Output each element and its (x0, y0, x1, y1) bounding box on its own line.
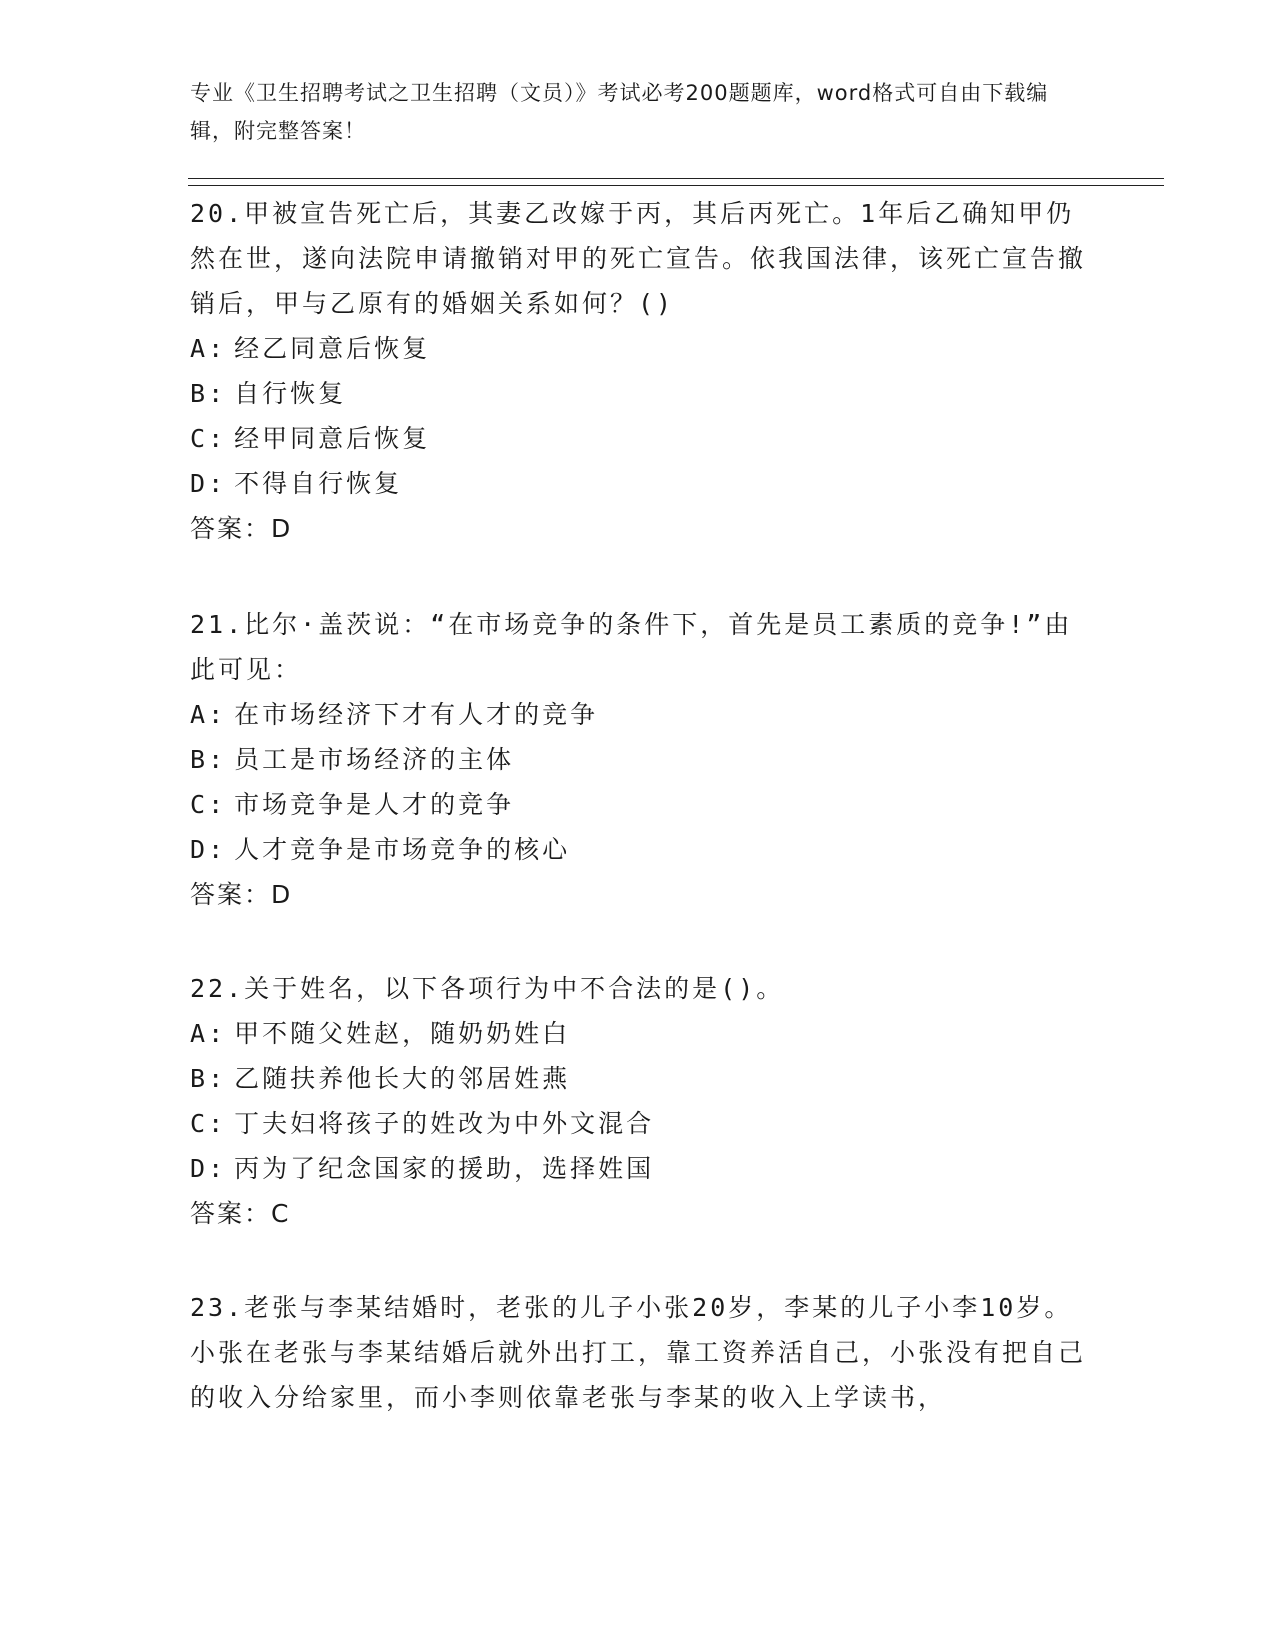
question-20 (190, 191, 1090, 551)
option-a: A: 在市场经济下才有人才的竞争 (190, 692, 1090, 737)
question-22 (190, 966, 1090, 1236)
option-key: B (190, 745, 209, 774)
option-text: 丁夫妇将孩子的姓改为中外文混合 (234, 1109, 655, 1138)
option-a: A: 甲不随父姓赵，随奶奶姓白 (190, 1011, 1090, 1056)
option-b: B: 自行恢复 (190, 371, 1090, 416)
option-text: 自行恢复 (234, 379, 347, 408)
header-divider-top (188, 178, 1164, 179)
option-text: 不得自行恢复 (234, 469, 403, 498)
option-key: A (190, 1019, 209, 1048)
option-d: D: 丙为了纪念国家的援助，选择姓国 (190, 1146, 1090, 1191)
option-key: D (190, 1154, 209, 1183)
question-stem: 22.关于姓名，以下各项行为中不合法的是()。 (190, 974, 785, 1003)
option-list (190, 1011, 1090, 1191)
question-21 (190, 602, 1090, 917)
option-key: A (190, 700, 209, 729)
option-c: C: 市场竞争是人才的竞争 (190, 782, 1090, 827)
option-text: 经乙同意后恢复 (234, 334, 431, 363)
option-text: 甲不随父姓赵，随奶奶姓白 (234, 1019, 571, 1048)
option-b: B: 员工是市场经济的主体 (190, 737, 1090, 782)
question-stem: 20.甲被宣告死亡后，其妻乙改嫁于丙，其后丙死亡。1年后乙确知甲仍然在世，遂向法院申请撤销对甲的死亡宣告。依我国法律，该死亡宣告撤销后，甲与乙原有的婚姻关系如何？() (190, 199, 1087, 318)
option-c: C: 丁夫妇将孩子的姓改为中外文混合 (190, 1101, 1090, 1146)
option-b: B: 乙随扶养他长大的邻居姓燕 (190, 1056, 1090, 1101)
option-key: C (190, 1109, 209, 1138)
question-stem: 21.比尔·盖茨说：“在市场竞争的条件下，首先是员工素质的竞争!”由此可见： (190, 610, 1073, 684)
option-key: C (190, 424, 209, 453)
option-key: D (190, 469, 209, 498)
answer-line: 答案：D (190, 880, 293, 909)
option-key: A (190, 334, 209, 363)
option-key: D (190, 835, 209, 864)
option-d: D: 不得自行恢复 (190, 461, 1090, 506)
option-key: C (190, 790, 209, 819)
option-list (190, 692, 1090, 872)
option-key: B (190, 379, 209, 408)
answer-line: 答案：D (190, 514, 293, 543)
option-text: 经甲同意后恢复 (234, 424, 431, 453)
option-text: 丙为了纪念国家的援助，选择姓国 (234, 1154, 655, 1183)
document-header: 专业《卫生招聘考试之卫生招聘（文员）》考试必考200题题库，word格式可自由下载编辑，附完整答案！ (190, 81, 1049, 143)
answer-line: 答案：C (190, 1199, 291, 1228)
option-a: A: 经乙同意后恢复 (190, 326, 1090, 371)
question-stem: 23.老张与李某结婚时，老张的儿子小张20岁，李某的儿子小李10岁。小张在老张与李某结婚后就外出打工，靠工资养活自己，小张没有把自己的收入分给家里，而小李则依靠老张与李某的收入上学读书， (190, 1293, 1087, 1412)
header-divider-bottom (188, 185, 1164, 186)
question-23 (190, 1285, 1090, 1420)
option-text: 在市场经济下才有人才的竞争 (234, 700, 599, 729)
option-text: 乙随扶养他长大的邻居姓燕 (234, 1064, 571, 1093)
option-text: 人才竞争是市场竞争的核心 (234, 835, 571, 864)
option-text: 市场竞争是人才的竞争 (234, 790, 515, 819)
option-c: C: 经甲同意后恢复 (190, 416, 1090, 461)
option-key: B (190, 1064, 209, 1093)
option-d: D: 人才竞争是市场竞争的核心 (190, 827, 1090, 872)
option-list (190, 326, 1090, 506)
option-text: 员工是市场经济的主体 (234, 745, 515, 774)
